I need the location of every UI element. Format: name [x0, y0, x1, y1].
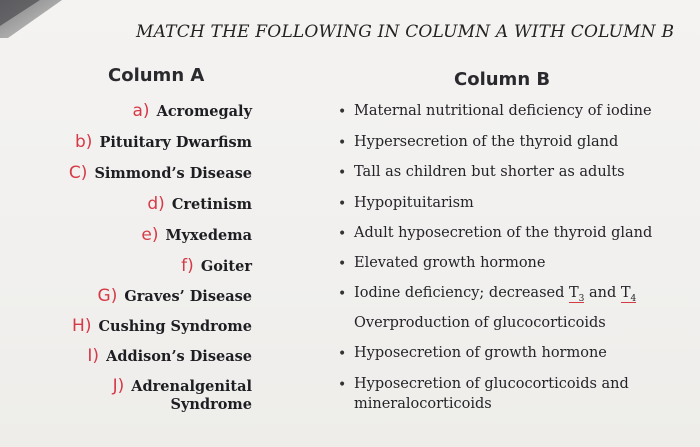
column-a-text: Graves’ Disease — [124, 288, 252, 305]
column-a-text: Cushing Syndrome — [98, 318, 252, 335]
underlined-hormone-t3 — [569, 285, 584, 303]
and-text: and — [584, 285, 621, 301]
bullet: • — [338, 104, 347, 120]
column-b-text-part: Iodine deficiency; decreased — [354, 285, 569, 301]
column-a-item — [72, 316, 252, 336]
handwritten-letter: b) — [74, 132, 93, 152]
handwritten-letter: J) — [112, 376, 125, 396]
column-b-text: Hypersecretion of the thyroid gland — [354, 134, 619, 150]
handwritten-letter: C) — [68, 163, 88, 183]
column-a-text: Adrenalgenital — [131, 378, 252, 395]
column-a-item — [171, 396, 252, 413]
column-a-text: Pituitary Dwarfism — [99, 134, 252, 151]
column-b-text: Elevated growth hormone — [354, 255, 546, 271]
t4-letter: T — [620, 285, 631, 301]
column-a-text: Addison’s Disease — [106, 348, 252, 365]
t4-subscript: 4 — [630, 293, 637, 304]
column-a-text: Simmond’s Disease — [94, 165, 252, 182]
column-a-text: Acromegaly — [156, 103, 252, 120]
page-fold-shadow — [0, 0, 70, 40]
handwritten-letter: a) — [132, 101, 150, 121]
handwritten-letter: f) — [181, 256, 194, 276]
t3-subscript: 3 — [578, 293, 585, 304]
column-b-heading: Column B — [454, 69, 551, 90]
column-a-item — [98, 286, 252, 306]
column-a-item — [181, 256, 252, 276]
column-b-text: Hyposecretion of growth hormone — [354, 345, 607, 361]
handwritten-letter: H) — [72, 316, 92, 336]
column-b-text: Overproduction of glucocorticoids — [354, 315, 606, 331]
bullet: • — [338, 377, 347, 393]
page-title: MATCH THE FOLLOWING IN COLUMN A WITH COLUMN B — [136, 22, 675, 42]
column-a-item — [69, 163, 252, 183]
column-a-text: Cretinism — [171, 196, 252, 213]
bullet: • — [338, 165, 347, 181]
t3-letter: T — [568, 285, 579, 301]
column-b-text: Maternal nutritional deficiency of iodine — [354, 103, 652, 119]
handwritten-letter: G) — [97, 286, 118, 306]
handwritten-letter: e) — [141, 225, 159, 245]
bullet: • — [338, 196, 347, 212]
bullet: • — [338, 346, 347, 362]
column-a-text: Myxedema — [165, 227, 252, 244]
bullet: • — [338, 256, 347, 272]
bullet: • — [338, 286, 347, 302]
column-b-text: Hyposecretion of glucocorticoids and — [354, 376, 629, 392]
column-a-text: Goiter — [200, 258, 252, 275]
column-a-item — [113, 376, 252, 396]
column-a-item — [132, 101, 252, 121]
column-b-text: Tall as children but shorter as adults — [354, 164, 625, 180]
handwritten-letter: I) — [87, 346, 99, 366]
bullet: • — [338, 135, 347, 151]
column-a-heading: Column A — [108, 65, 205, 86]
column-b-text: Hypopituitarism — [354, 195, 474, 211]
column-b-text: mineralocorticoids — [354, 396, 492, 412]
column-a-item — [147, 194, 252, 214]
column-a-item — [87, 346, 252, 366]
underlined-hormone-t4 — [621, 285, 636, 303]
column-b-text: Adult hyposecretion of the thyroid gland — [354, 225, 653, 241]
bullet: • — [338, 226, 347, 242]
column-a-text: Syndrome — [170, 396, 252, 413]
column-a-item — [75, 132, 252, 152]
handwritten-letter: d) — [147, 194, 165, 214]
column-a-item — [141, 225, 252, 245]
column-b-text — [354, 285, 636, 304]
